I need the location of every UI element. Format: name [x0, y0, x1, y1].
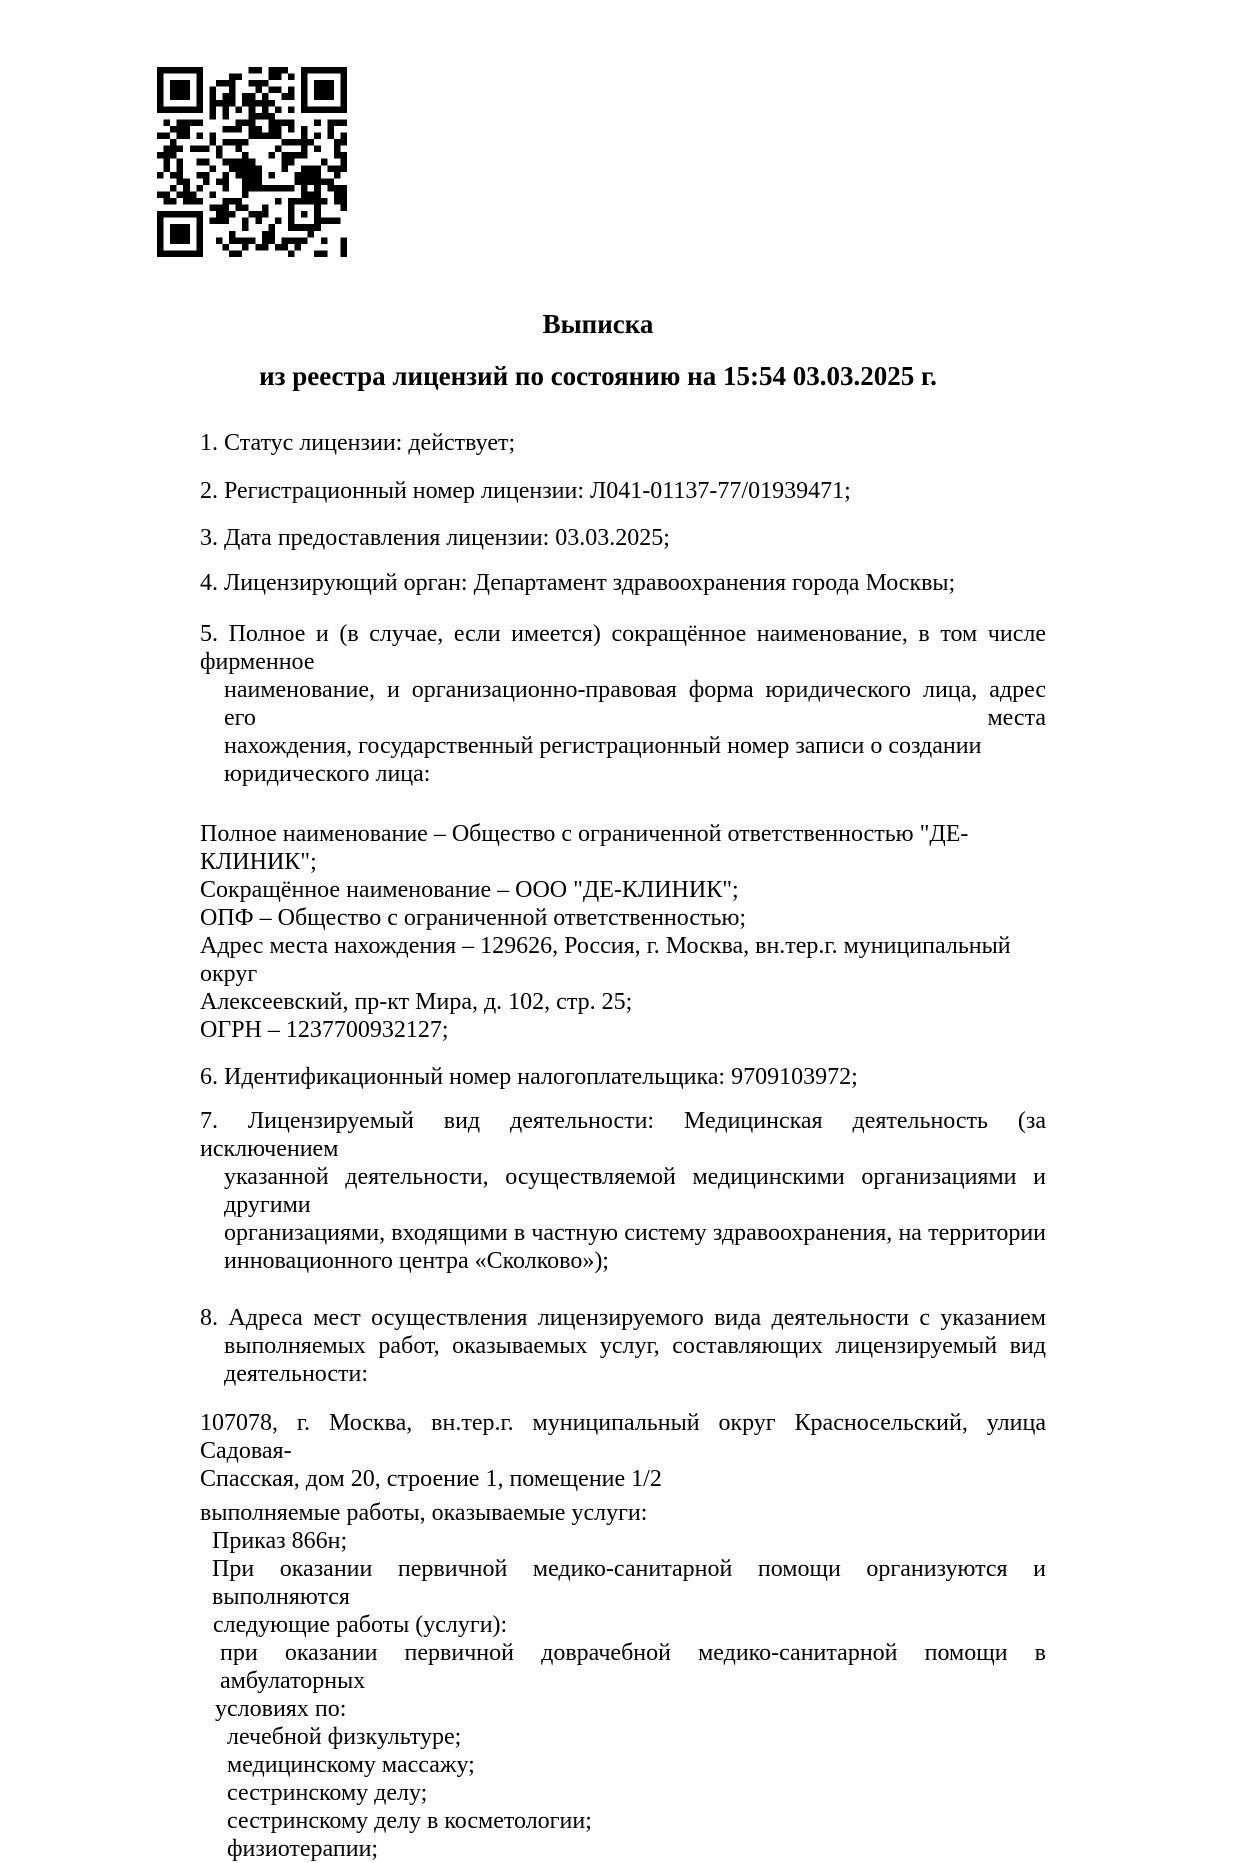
item-activity-type	[200, 1107, 1046, 1275]
doc-line: нахождения, государственный регистрационный номер записи о создании	[224, 733, 982, 759]
org-details	[200, 820, 1046, 1044]
service-item: физиотерапии;	[227, 1836, 379, 1862]
doc-line: юридического лица:	[224, 761, 431, 787]
document-title: Выписка	[542, 309, 654, 339]
doc-line: При оказании первичной медико-санитарной помощи организуются и выполняются	[212, 1556, 1046, 1610]
org-address-cont: Алексеевский, пр-кт Мира, д. 102, стр. 25;	[200, 989, 633, 1015]
work-address: 107078, г. Москва, вн.тер.г. муниципальный округ Красносельский, улица Садовая-	[200, 1410, 1046, 1464]
doc-line: 5. Полное и (в случае, если имеется) сокращённое наименование, в том числе фирменное	[200, 621, 1046, 675]
document-body	[200, 308, 1046, 1863]
item-registration-number: 2. Регистрационный номер лицензии: Л041-01137-77/01939471;	[200, 478, 851, 504]
item-grant-date: 3. Дата предоставления лицензии: 03.03.2025;	[200, 525, 670, 551]
item-licensing-authority: 4. Лицензирующий орган: Департамент здравоохранения города Москвы;	[200, 570, 956, 596]
service-item: сестринскому делу в косметологии;	[227, 1808, 592, 1834]
org-address: Адрес места нахождения – 129626, Россия, г. Москва, вн.тер.г. муниципальный округ	[200, 933, 1011, 987]
service-item: лечебной физкультуре;	[227, 1724, 462, 1750]
doc-line: организациями, входящими в частную систему здравоохранения, на территории	[224, 1220, 1046, 1246]
work-address-cont: Спасская, дом 20, строение 1, помещение 1/2	[200, 1466, 662, 1492]
org-ogrn: ОГРН – 1237700932127;	[200, 1017, 449, 1043]
doc-line: инновационного центра «Сколково»);	[224, 1248, 609, 1274]
doc-line: следующие работы (услуги):	[213, 1612, 508, 1638]
doc-line: 8. Адреса мест осуществления лицензируемого вида деятельности с указанием	[200, 1305, 1046, 1331]
service-item: сестринскому делу;	[227, 1780, 428, 1806]
doc-line: условиях по:	[215, 1696, 347, 1722]
qr-code	[157, 67, 347, 257]
doc-line: при оказании первичной доврачебной медико-санитарной помощи в амбулаторных	[220, 1640, 1046, 1694]
works-header: выполняемые работы, оказываемые услуги:	[200, 1500, 648, 1526]
works-order: Приказ 866н;	[212, 1528, 348, 1554]
item-activity-addresses	[200, 1304, 1046, 1388]
works-list	[200, 1499, 1046, 1863]
doc-line: деятельности:	[224, 1361, 369, 1387]
doc-line: выполняемых работ, оказываемых услуг, составляющих лицензируемый вид	[224, 1333, 1046, 1359]
org-short-name: Сокращённое наименование – ООО "ДЕ-КЛИНИК";	[200, 877, 739, 903]
document-subtitle: из реестра лицензий по состоянию на 15:54 03.03.2025 г.	[259, 361, 937, 391]
address-block	[200, 1409, 1046, 1493]
qr-pattern	[157, 67, 347, 257]
item-legal-entity-names	[200, 620, 1046, 788]
item-taxpayer-number: 6. Идентификационный номер налогоплательщика: 9709103972;	[200, 1064, 858, 1090]
doc-line: указанной деятельности, осуществляемой медицинскими организациями и другими	[224, 1164, 1046, 1218]
org-full-name: Полное наименование – Общество с ограниченной ответственностью "ДЕ-КЛИНИК";	[200, 821, 969, 875]
item-license-status: 1. Статус лицензии: действует;	[200, 430, 516, 456]
org-legal-form: ОПФ – Общество с ограниченной ответственностью;	[200, 905, 747, 931]
service-item: медицинскому массажу;	[227, 1752, 475, 1778]
doc-line: 7. Лицензируемый вид деятельности: Медицинская деятельность (за исключением	[200, 1108, 1046, 1162]
doc-line: наименование, и организационно-правовая форма юридического лица, адрес его места	[224, 677, 1046, 731]
